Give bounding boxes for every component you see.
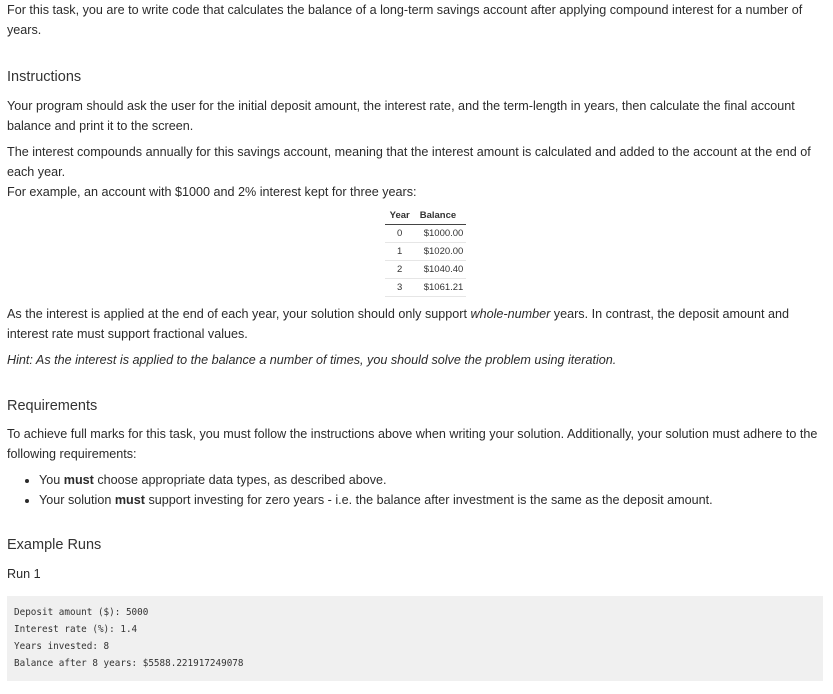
balance-table-header-row — [385, 208, 467, 225]
list-item — [39, 490, 823, 510]
balance-cell: $1040.40 — [415, 261, 467, 279]
requirements-heading: Requirements — [7, 398, 98, 414]
year-cell: 2 — [385, 261, 415, 279]
requirement-text-after: choose appropriate data types, as described above. — [93, 473, 387, 487]
program-paragraph: Your program should ask the user for the initial deposit amount, the interest rate, and the term-length in years, then calculate the final account balance and print it to the screen. — [7, 99, 795, 133]
compound-paragraph — [7, 142, 823, 202]
compound-text: The interest compounds annually for this savings account, meaning that the interest amount is calculated and added to the account at the end of each year. — [7, 145, 811, 179]
balance-cell: $1061.21 — [415, 279, 467, 297]
table-row — [385, 225, 467, 243]
requirement-bold: must — [63, 473, 94, 487]
console-line: Deposit amount ($): 5000 — [14, 607, 149, 618]
year-column-header: Year — [385, 208, 415, 225]
balance-cell: $1020.00 — [415, 243, 467, 261]
year-cell: 3 — [385, 279, 415, 297]
balance-column-header: Balance — [415, 208, 467, 225]
example-intro-text: For example, an account with $1000 and 2% interest kept for three years: — [7, 185, 417, 199]
balance-table — [385, 208, 467, 297]
balance-cell: $1000.00 — [415, 225, 467, 243]
whole-number-emphasis: whole-number — [470, 307, 551, 321]
table-row — [385, 279, 467, 297]
task-page — [7, 0, 823, 681]
console-line: Interest rate (%): 1.4 — [14, 624, 138, 635]
console-line: Years invested: 8 — [14, 641, 110, 652]
whole-number-paragraph — [7, 304, 823, 344]
requirement-text-after: support investing for zero years - i.e. the balance after investment is the same as the deposit amount. — [144, 493, 713, 507]
intro-paragraph: For this task, you are to write code that calculates the balance of a long-term savings account after applying compound interest for a number of years. — [7, 3, 803, 37]
instructions-heading: Instructions — [7, 69, 82, 85]
requirement-text-before: Your solution — [39, 493, 115, 507]
example-runs-heading: Example Runs — [7, 537, 102, 553]
requirement-text-before: You — [39, 473, 64, 487]
console-output-block — [7, 596, 823, 681]
requirements-list — [7, 470, 823, 510]
console-line: Balance after 8 years: $5588.221917249078 — [14, 658, 244, 669]
requirements-intro-paragraph: To achieve full marks for this task, you must follow the instructions above when writing your solution. Additionally, your solution must adhere to the following requirements: — [7, 427, 818, 461]
table-row — [385, 243, 467, 261]
requirement-bold: must — [114, 493, 145, 507]
whole-number-text-after: years. In contrast, the deposit amount and interest rate must support fractional values. — [7, 307, 790, 341]
run-label: Run 1 — [7, 567, 41, 581]
whole-number-text-before: As the interest is applied at the end of each year, your solution should only support — [7, 307, 471, 321]
balance-table-wrapper — [7, 208, 823, 297]
hint-paragraph: Hint: As the interest is applied to the balance a number of times, you should solve the problem using iteration. — [7, 353, 617, 367]
year-cell: 0 — [385, 225, 415, 243]
list-item — [39, 470, 823, 490]
year-cell: 1 — [385, 243, 415, 261]
table-row — [385, 261, 467, 279]
